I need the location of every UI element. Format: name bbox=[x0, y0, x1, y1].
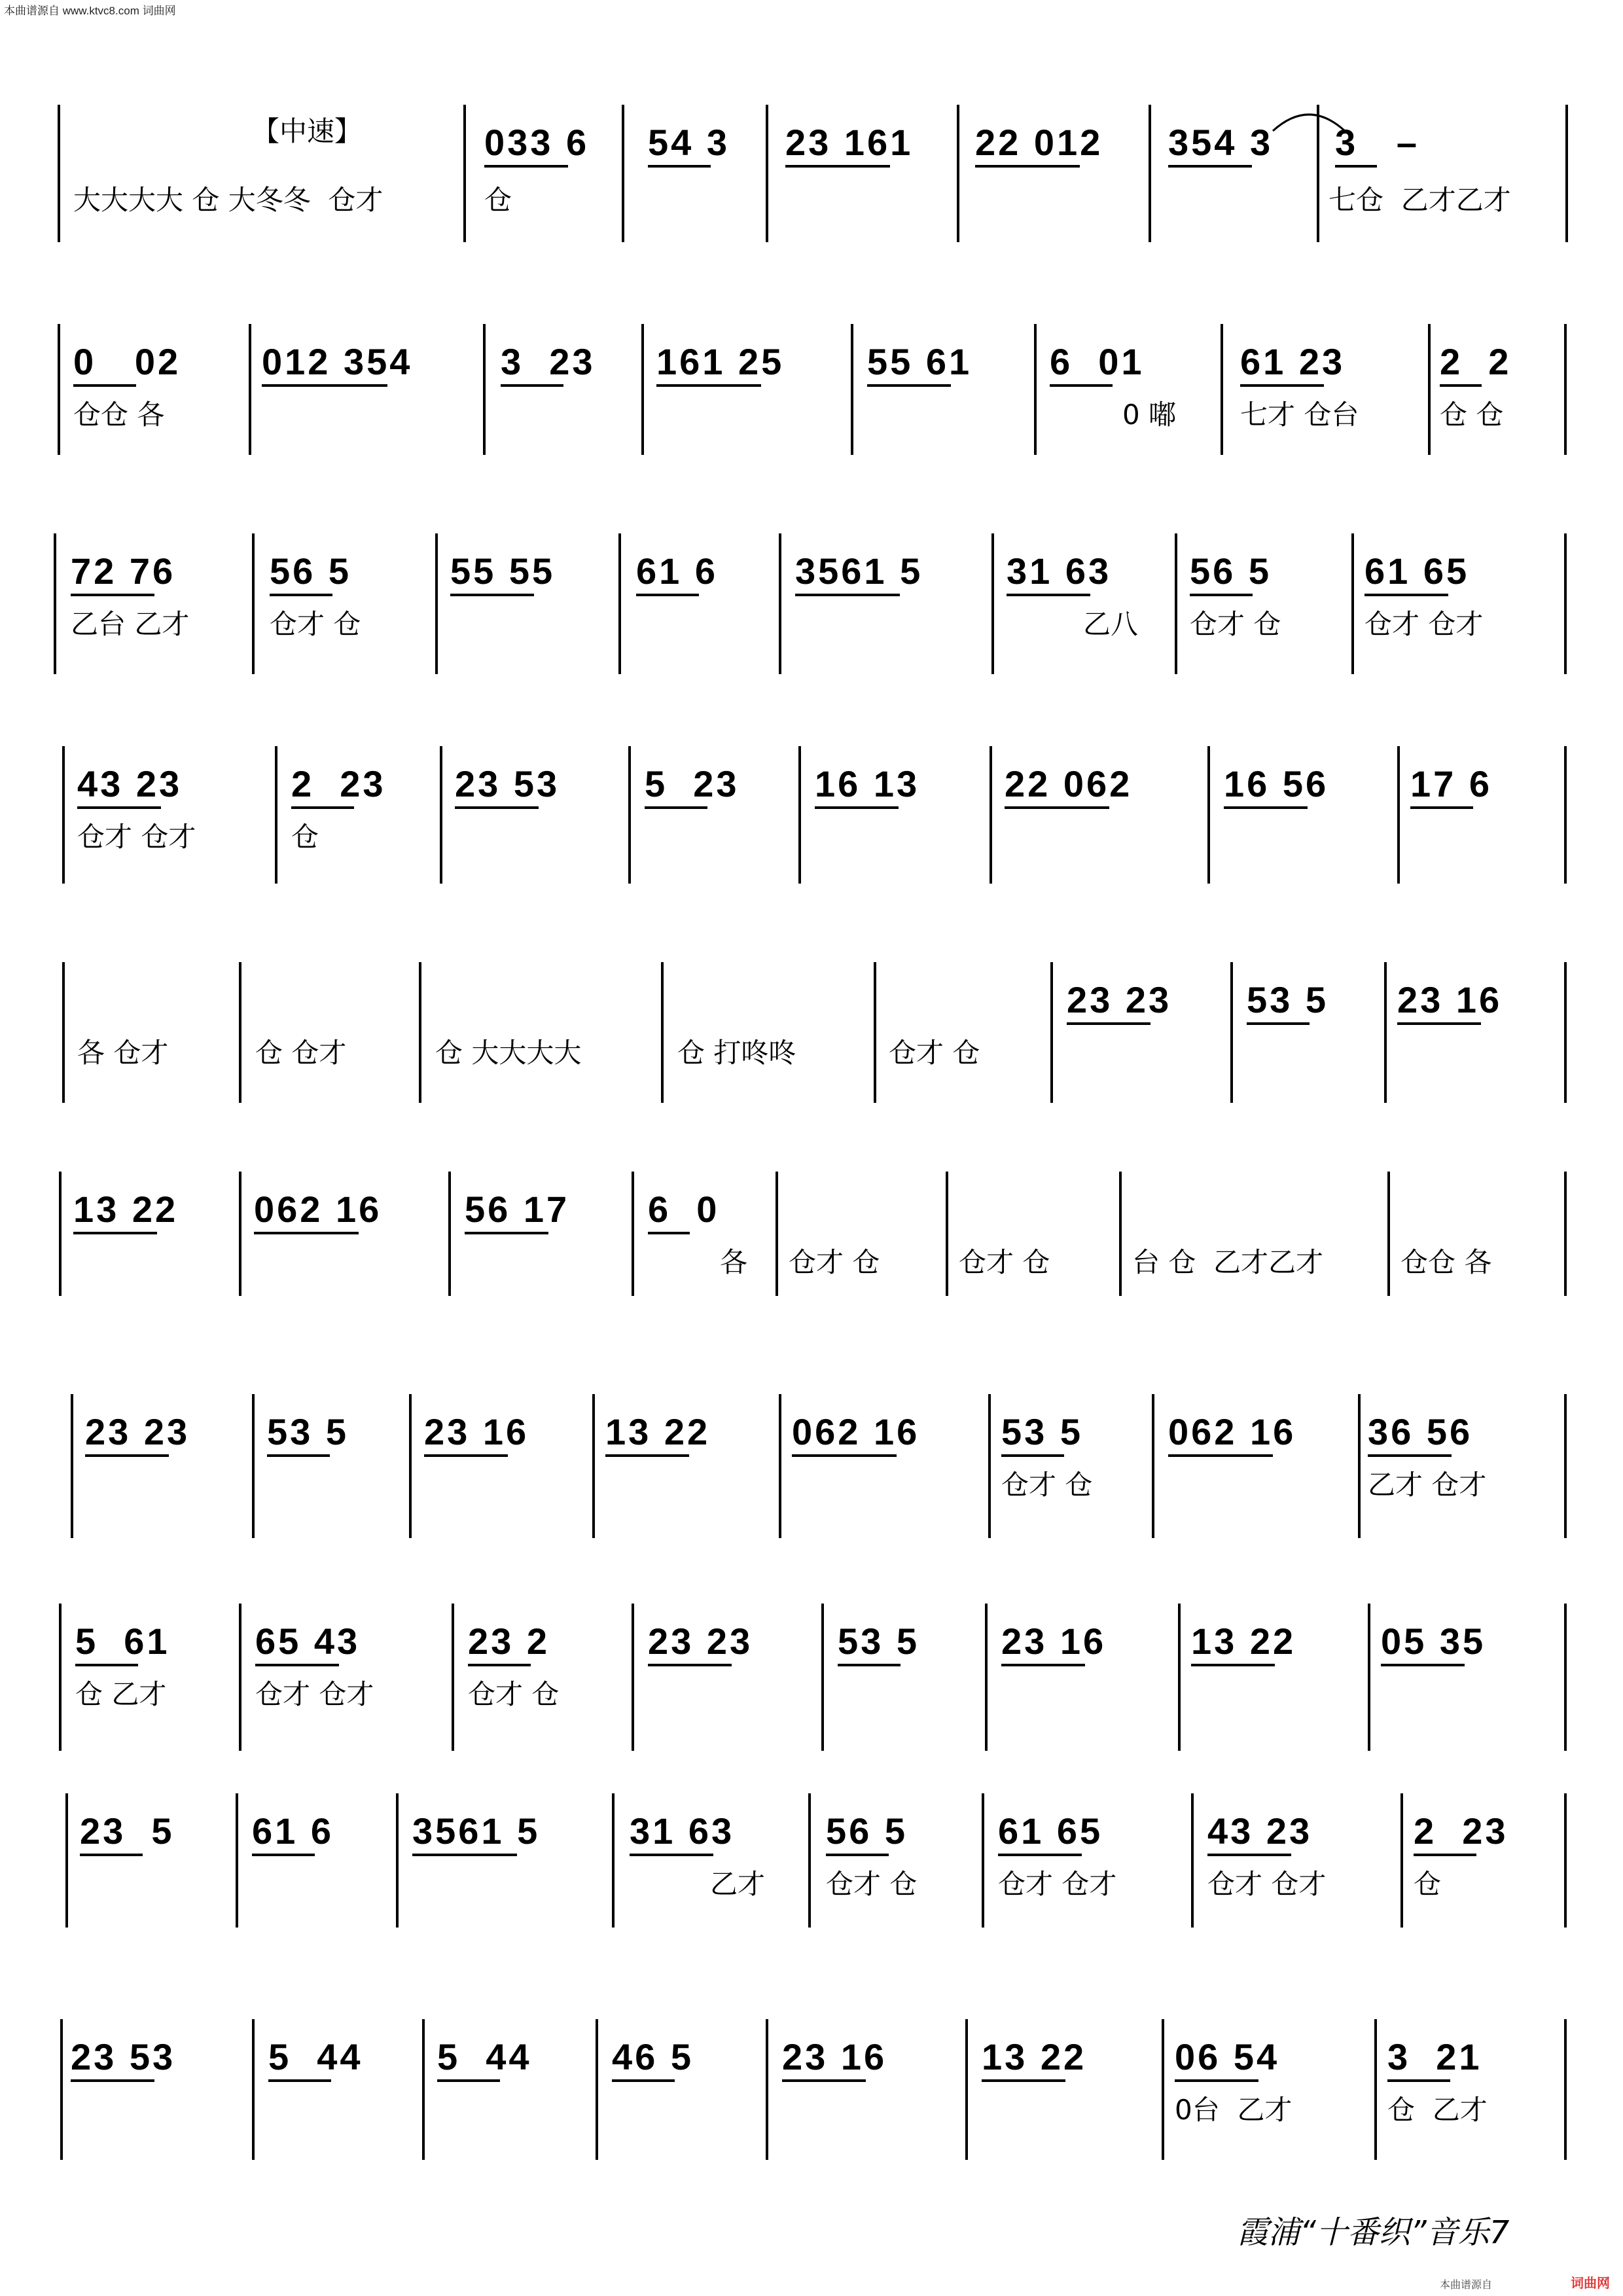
bar-line bbox=[252, 533, 255, 674]
percussion-syllables: 乙才 仓才 bbox=[1368, 1469, 1487, 1501]
notation-measure: 17 6 bbox=[1410, 763, 1492, 804]
notation-measure: 13 22 bbox=[73, 1189, 179, 1230]
notation-measure: 23 23 bbox=[648, 1621, 753, 1662]
bar-line bbox=[252, 2019, 255, 2160]
score-system bbox=[0, 1394, 1623, 1538]
bar-line bbox=[988, 1394, 991, 1538]
bar-line bbox=[54, 533, 56, 674]
beam-underline bbox=[1247, 1022, 1310, 1025]
notation-measure: 55 61 bbox=[867, 341, 972, 382]
beam-underline bbox=[455, 806, 539, 809]
bar-line bbox=[946, 1172, 948, 1296]
beam-underline bbox=[255, 1664, 339, 1666]
bar-line bbox=[435, 533, 438, 674]
notation-measure: 2 23 bbox=[1414, 1810, 1508, 1852]
bar-line bbox=[1162, 2019, 1164, 2160]
beam-underline bbox=[73, 1232, 157, 1234]
bar-line bbox=[1152, 1394, 1154, 1538]
notation-measure: 3 23 bbox=[501, 341, 596, 382]
beam-underline bbox=[71, 594, 154, 596]
score-system bbox=[0, 533, 1623, 674]
beam-underline bbox=[815, 806, 899, 809]
notation-measure: 062 16 bbox=[792, 1411, 920, 1452]
notation-measure: 16 13 bbox=[815, 763, 920, 804]
bar-line bbox=[1149, 105, 1151, 242]
notation-measure: 23 5 bbox=[80, 1810, 175, 1852]
beam-underline bbox=[1410, 806, 1473, 809]
beam-underline bbox=[262, 384, 387, 387]
beam-underline bbox=[254, 1232, 359, 1234]
percussion-syllables: 仓才 仓 bbox=[270, 608, 361, 640]
bar-line bbox=[766, 2019, 768, 2160]
bar-line bbox=[1564, 1172, 1567, 1296]
beam-underline bbox=[412, 1854, 517, 1856]
bar-line bbox=[483, 324, 486, 455]
score-system bbox=[0, 1172, 1623, 1296]
percussion-syllables: 0台 乙才 bbox=[1175, 2094, 1293, 2126]
beam-underline bbox=[450, 594, 534, 596]
score-system bbox=[0, 1793, 1623, 1928]
notation-measure: 22 062 bbox=[1005, 763, 1133, 804]
beam-underline bbox=[501, 384, 563, 387]
percussion-syllables: 仓才 仓 bbox=[468, 1678, 560, 1710]
beam-underline bbox=[612, 2079, 675, 2082]
percussion-syllables: 仓才 仓 bbox=[789, 1246, 880, 1278]
bar-line bbox=[798, 746, 801, 884]
beam-underline bbox=[975, 165, 1080, 168]
notation-measure: 012 354 bbox=[262, 341, 413, 382]
notation-measure: 23 23 bbox=[85, 1411, 190, 1452]
bar-line bbox=[239, 962, 241, 1103]
bar-line bbox=[851, 324, 853, 455]
beam-underline bbox=[80, 1854, 143, 1856]
percussion-syllables: 仓仓 各 bbox=[73, 399, 165, 431]
percussion-syllables: 仓才 仓才 bbox=[255, 1678, 374, 1710]
bar-line bbox=[58, 324, 60, 455]
beam-underline bbox=[1381, 1664, 1465, 1666]
percussion-syllables: 各 bbox=[720, 1246, 748, 1278]
watermark-logo-right: 词曲网 bbox=[1571, 2276, 1610, 2291]
notation-measure: 56 17 bbox=[465, 1189, 570, 1230]
bar-line bbox=[422, 2019, 425, 2160]
beam-underline bbox=[71, 2079, 154, 2082]
bar-line bbox=[990, 746, 992, 884]
bar-line bbox=[71, 1394, 73, 1538]
percussion-syllables: 台 仓 乙才乙才 bbox=[1132, 1246, 1324, 1278]
notation-measure: 43 23 bbox=[77, 763, 183, 804]
bar-line bbox=[452, 1604, 454, 1751]
notation-measure: 354 3 bbox=[1168, 122, 1274, 163]
score-system bbox=[0, 1604, 1623, 1751]
notation-measure: 23 161 bbox=[785, 122, 914, 163]
notation-measure: 61 23 bbox=[1240, 341, 1346, 382]
beam-underline bbox=[252, 1854, 315, 1856]
notation-measure: 61 6 bbox=[636, 550, 718, 592]
beam-underline bbox=[1001, 1664, 1085, 1666]
bar-line bbox=[1564, 2019, 1567, 2160]
percussion-syllables: 仓才 仓才 bbox=[1364, 608, 1484, 640]
percussion-syllables: 0 嘟 bbox=[1122, 399, 1177, 431]
beam-underline bbox=[468, 1664, 531, 1666]
bar-line bbox=[396, 1793, 399, 1928]
percussion-syllables: 仓 乙才 bbox=[1387, 2094, 1488, 2126]
bar-line bbox=[1221, 324, 1223, 455]
notation-measure: 5 44 bbox=[268, 2036, 363, 2077]
score-system bbox=[0, 962, 1623, 1103]
notation-measure: 23 53 bbox=[71, 2036, 176, 2077]
notation-measure: 23 16 bbox=[424, 1411, 529, 1452]
notation-measure: 23 16 bbox=[1397, 979, 1503, 1020]
percussion-syllables: 乙台 乙才 bbox=[71, 608, 190, 640]
notation-measure: 033 6 bbox=[484, 122, 590, 163]
bar-line bbox=[965, 2019, 968, 2160]
bar-line bbox=[1564, 1793, 1567, 1928]
beam-underline bbox=[998, 1854, 1082, 1856]
bar-line bbox=[239, 1172, 241, 1296]
beam-underline bbox=[1414, 1854, 1476, 1856]
bar-line bbox=[62, 746, 65, 884]
beam-underline bbox=[1240, 384, 1324, 387]
bar-line bbox=[419, 962, 421, 1103]
bar-line bbox=[1351, 533, 1354, 674]
beam-underline bbox=[85, 1454, 169, 1457]
notation-measure: 16 56 bbox=[1224, 763, 1329, 804]
notation-measure: 72 76 bbox=[71, 550, 176, 592]
notation-measure: 23 2 bbox=[468, 1621, 550, 1662]
beam-underline bbox=[1224, 806, 1308, 809]
notation-measure: 61 6 bbox=[252, 1810, 334, 1852]
bar-line bbox=[874, 962, 876, 1103]
bar-line bbox=[779, 1394, 781, 1538]
beam-underline bbox=[465, 1232, 548, 1234]
score-system bbox=[0, 105, 1623, 242]
beam-underline bbox=[785, 165, 890, 168]
bar-line bbox=[1119, 1172, 1122, 1296]
notation-measure: 2 23 bbox=[291, 763, 386, 804]
bar-line bbox=[62, 962, 65, 1103]
notation-measure: 55 55 bbox=[450, 550, 556, 592]
beam-underline bbox=[1397, 1022, 1481, 1025]
notation-measure: 3561 5 bbox=[795, 550, 923, 592]
notation-measure: 5 44 bbox=[437, 2036, 532, 2077]
notation-measure: 13 22 bbox=[1191, 1621, 1296, 1662]
bar-line bbox=[1565, 105, 1568, 242]
bar-line bbox=[628, 746, 631, 884]
bar-line bbox=[1564, 962, 1567, 1103]
notation-measure: 53 5 bbox=[838, 1621, 919, 1662]
bar-line bbox=[1564, 533, 1567, 674]
bar-line bbox=[596, 2019, 598, 2160]
bar-line bbox=[957, 105, 959, 242]
percussion-syllables: 仓才 仓 bbox=[826, 1868, 918, 1900]
beam-underline bbox=[424, 1454, 508, 1457]
bar-line bbox=[252, 1394, 255, 1538]
percussion-syllables: 仓才 仓 bbox=[1190, 608, 1281, 640]
bar-line bbox=[776, 1172, 778, 1296]
bar-line bbox=[275, 746, 277, 884]
beam-underline bbox=[1207, 1854, 1291, 1856]
bar-line bbox=[661, 962, 664, 1103]
piece-title: 霞浦“十番织”音乐7 bbox=[1237, 2214, 1510, 2251]
notation-measure: 6 01 bbox=[1050, 341, 1145, 382]
bar-line bbox=[59, 1172, 62, 1296]
bar-line bbox=[440, 746, 442, 884]
bar-line bbox=[1564, 1394, 1567, 1538]
beam-underline bbox=[1440, 384, 1482, 387]
notation-measure: 6 0 bbox=[648, 1189, 720, 1230]
bar-line bbox=[1564, 1604, 1567, 1751]
notation-measure: 53 5 bbox=[1247, 979, 1329, 1020]
beam-underline bbox=[1001, 1454, 1064, 1457]
notation-measure: 61 65 bbox=[998, 1810, 1103, 1852]
beam-underline bbox=[484, 165, 568, 168]
notation-measure: 56 5 bbox=[1190, 550, 1272, 592]
percussion-syllables: 仓 乙才 bbox=[75, 1678, 167, 1710]
bar-line bbox=[985, 1604, 988, 1751]
beam-underline bbox=[77, 806, 161, 809]
bar-line bbox=[982, 1793, 984, 1928]
percussion-syllables: 仓 仓才 bbox=[255, 1037, 347, 1069]
bar-line bbox=[58, 105, 60, 242]
bar-line bbox=[641, 324, 644, 455]
beam-underline bbox=[1007, 594, 1090, 596]
bar-line bbox=[1207, 746, 1210, 884]
beam-underline bbox=[268, 2079, 331, 2082]
percussion-syllables: 仓才 仓 bbox=[889, 1037, 980, 1069]
beam-underline bbox=[1067, 1022, 1150, 1025]
percussion-syllables: 仓才 仓 bbox=[1001, 1469, 1093, 1501]
beam-underline bbox=[1050, 384, 1113, 387]
bar-line bbox=[1034, 324, 1037, 455]
notation-measure: 61 65 bbox=[1364, 550, 1470, 592]
percussion-syllables: 仓才 仓才 bbox=[1207, 1868, 1327, 1900]
bar-line bbox=[1428, 324, 1431, 455]
score-system bbox=[0, 746, 1623, 884]
percussion-syllables: 仓 bbox=[484, 184, 512, 216]
beam-underline bbox=[1175, 2079, 1258, 2082]
bar-line bbox=[808, 1793, 811, 1928]
notation-measure: 31 63 bbox=[1007, 550, 1112, 592]
notation-measure: 54 3 bbox=[648, 122, 730, 163]
notation-measure: 13 22 bbox=[982, 2036, 1087, 2077]
notation-measure: 56 5 bbox=[270, 550, 351, 592]
beam-underline bbox=[648, 165, 711, 168]
notation-measure: 23 53 bbox=[455, 763, 560, 804]
bar-line bbox=[1564, 746, 1567, 884]
percussion-syllables: 仓 仓 bbox=[1440, 399, 1504, 431]
percussion-syllables: 大大大大 仓 大冬冬 仓才 bbox=[73, 184, 383, 216]
percussion-syllables: 仓 大大大大 bbox=[435, 1037, 582, 1069]
notation-measure: 46 5 bbox=[612, 2036, 694, 2077]
bar-line bbox=[1175, 533, 1177, 674]
beam-underline bbox=[75, 1664, 138, 1666]
notation-measure: 36 56 bbox=[1368, 1411, 1473, 1452]
notation-measure: 53 5 bbox=[1001, 1411, 1083, 1452]
beam-underline bbox=[270, 594, 332, 596]
percussion-syllables: 七仓 乙才乙才 bbox=[1329, 184, 1511, 216]
notation-measure: 06 54 bbox=[1175, 2036, 1280, 2077]
beam-underline bbox=[792, 1454, 897, 1457]
watermark-logo-left: 本曲谱源自 bbox=[1440, 2280, 1493, 2291]
beam-underline bbox=[267, 1454, 330, 1457]
beam-underline bbox=[1005, 806, 1109, 809]
tempo-marking: 【中速】 bbox=[252, 115, 363, 147]
bar-line bbox=[622, 105, 624, 242]
beam-underline bbox=[867, 384, 951, 387]
percussion-syllables: 七才 仓台 bbox=[1240, 399, 1359, 431]
beam-underline bbox=[648, 1232, 690, 1234]
notation-measure: 23 16 bbox=[1001, 1621, 1107, 1662]
percussion-syllables: 乙八 bbox=[1083, 608, 1139, 640]
score-system bbox=[0, 2019, 1623, 2160]
beam-underline bbox=[648, 1664, 732, 1666]
beam-underline bbox=[1191, 1664, 1275, 1666]
beam-underline bbox=[838, 1664, 901, 1666]
bar-line bbox=[409, 1394, 412, 1538]
beam-underline bbox=[1387, 2079, 1450, 2082]
bar-line bbox=[632, 1604, 634, 1751]
bar-line bbox=[618, 533, 621, 674]
percussion-syllables: 仓仓 各 bbox=[1400, 1246, 1492, 1278]
bar-line bbox=[632, 1172, 634, 1296]
percussion-syllables: 仓才 仓才 bbox=[998, 1868, 1117, 1900]
bar-line bbox=[249, 324, 251, 455]
bar-line bbox=[1050, 962, 1053, 1103]
tie-arc bbox=[1270, 98, 1348, 137]
bar-line bbox=[236, 1793, 238, 1928]
percussion-syllables: 仓 打咚咚 bbox=[677, 1037, 796, 1069]
percussion-syllables: 仓 bbox=[1414, 1868, 1442, 1900]
beam-underline bbox=[645, 806, 707, 809]
beam-underline bbox=[1335, 165, 1377, 168]
notation-measure: 13 22 bbox=[605, 1411, 711, 1452]
notation-measure: 43 23 bbox=[1207, 1810, 1313, 1852]
beam-underline bbox=[437, 2079, 500, 2082]
bar-line bbox=[463, 105, 466, 242]
notation-measure: 5 61 bbox=[75, 1621, 170, 1662]
beam-underline bbox=[291, 806, 354, 809]
notation-measure: 062 16 bbox=[254, 1189, 382, 1230]
notation-measure: 31 63 bbox=[630, 1810, 735, 1852]
notation-measure: 23 16 bbox=[782, 2036, 887, 2077]
beam-underline bbox=[656, 384, 761, 387]
notation-measure: 22 012 bbox=[975, 122, 1103, 163]
notation-measure: 0 02 bbox=[73, 341, 181, 382]
percussion-syllables: 仓才 仓才 bbox=[77, 821, 196, 853]
bar-line bbox=[1400, 1793, 1403, 1928]
source-header: 本曲谱源自 www.ktvc8.com 词曲网 bbox=[4, 5, 176, 17]
bar-line bbox=[1397, 746, 1400, 884]
notation-measure: 161 25 bbox=[656, 341, 785, 382]
bar-line bbox=[779, 533, 781, 674]
notation-measure: 05 35 bbox=[1381, 1621, 1486, 1662]
bar-line bbox=[65, 1793, 68, 1928]
bar-line bbox=[592, 1394, 595, 1538]
bar-line bbox=[1230, 962, 1233, 1103]
beam-underline bbox=[982, 2079, 1065, 2082]
bar-line bbox=[1178, 1604, 1181, 1751]
percussion-syllables: 仓 bbox=[291, 821, 319, 853]
bar-line bbox=[60, 2019, 63, 2160]
percussion-syllables: 乙才 bbox=[710, 1868, 766, 1900]
notation-measure: 3561 5 bbox=[412, 1810, 541, 1852]
bar-line bbox=[1374, 2019, 1377, 2160]
bar-line bbox=[1387, 1172, 1390, 1296]
notation-measure: 3 – bbox=[1335, 122, 1419, 163]
bar-line bbox=[239, 1604, 241, 1751]
notation-measure: 3 21 bbox=[1387, 2036, 1482, 2077]
percussion-syllables: 仓才 仓 bbox=[959, 1246, 1050, 1278]
notation-measure: 23 23 bbox=[1067, 979, 1172, 1020]
bar-line bbox=[448, 1172, 451, 1296]
beam-underline bbox=[1364, 594, 1448, 596]
notation-measure: 2 2 bbox=[1440, 341, 1512, 382]
bar-line bbox=[991, 533, 994, 674]
beam-underline bbox=[73, 384, 136, 387]
bar-line bbox=[821, 1604, 824, 1751]
beam-underline bbox=[1168, 165, 1252, 168]
beam-underline bbox=[782, 2079, 866, 2082]
score-system bbox=[0, 324, 1623, 455]
beam-underline bbox=[1168, 1454, 1273, 1457]
percussion-syllables: 各 仓才 bbox=[77, 1037, 169, 1069]
beam-underline bbox=[1368, 1454, 1452, 1457]
notation-measure: 53 5 bbox=[267, 1411, 349, 1452]
notation-measure: 062 16 bbox=[1168, 1411, 1296, 1452]
bar-line bbox=[1358, 1394, 1361, 1538]
bar-line bbox=[1564, 324, 1567, 455]
bar-line bbox=[612, 1793, 615, 1928]
beam-underline bbox=[636, 594, 699, 596]
bar-line bbox=[1368, 1604, 1370, 1751]
bar-line bbox=[1384, 962, 1387, 1103]
bar-line bbox=[1191, 1793, 1194, 1928]
notation-measure: 65 43 bbox=[255, 1621, 361, 1662]
beam-underline bbox=[826, 1854, 889, 1856]
beam-underline bbox=[605, 1454, 689, 1457]
bar-line bbox=[766, 105, 768, 242]
beam-underline bbox=[795, 594, 900, 596]
notation-measure: 56 5 bbox=[826, 1810, 908, 1852]
bar-line bbox=[59, 1604, 62, 1751]
beam-underline bbox=[1190, 594, 1253, 596]
notation-measure: 5 23 bbox=[645, 763, 740, 804]
beam-underline bbox=[630, 1854, 713, 1856]
